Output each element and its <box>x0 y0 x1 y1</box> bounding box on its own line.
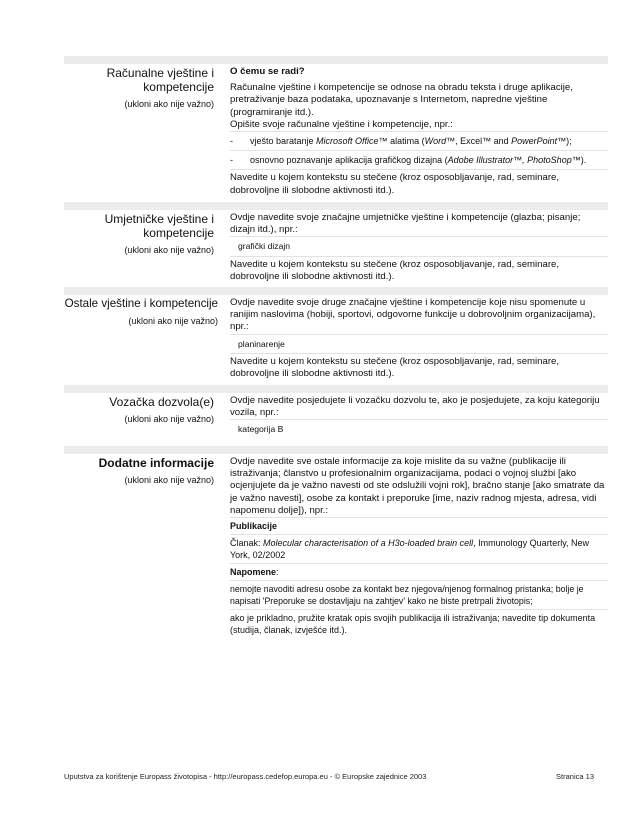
section-band <box>64 56 608 64</box>
intro-text: Računalne vještine i kompetencije se odnose na obradu teksta i druge aplikacije, pretraživanje baza podataka, upoznavanje s Internetom, napredne vještine (programiranje itd.). <box>230 82 573 118</box>
section-subnote: (ukloni ako nije važno) <box>128 316 218 326</box>
section-driving-licence <box>64 385 608 439</box>
section-heading: Umjetničke vještine i kompetencije <box>104 212 214 240</box>
section-heading: Vozačka dozvola(e) <box>109 395 214 409</box>
section-subnote: (ukloni ako nije važno) <box>124 99 214 109</box>
section-heading: Ostale vještine i kompetencije <box>64 297 218 310</box>
section-heading: Računalne vještine i kompetencije <box>106 66 214 94</box>
context-text: Navedite u kojem kontekstu su stečene (kroz osposobljavanje, rad, seminare, dobrovoljne ili slobodne aktivnosti itd.). <box>230 258 560 282</box>
note-item: ako je prikladno, pružite kratak opis svojih publikacija ili istraživanja; navedite tip dokumenta (studija, članak, izvješće itd.). <box>230 613 596 636</box>
context-text: Navedite u kojem kontekstu su stečene (kroz osposobljavanje, rad, seminare, dobrovoljne ili slobodne aktivnosti itd.). <box>230 355 560 380</box>
section-additional-info <box>64 446 608 638</box>
intro-text: Ovdje navedite sve ostale informacije za koje mislite da su važne (publikacije ili istraživanja; članstvo u profesionalnim organizacijama, podaci o vojnoj službi [ako ocjenjujete da je važno navesti od ste odslužili vojni rok], bračno stanje [ako smatrate da je važno navesti], osobe za kontakt i preporuke [ime, naziv radnog mjesta, adresa, vidi napomenu dolje]), npr.: <box>230 456 605 516</box>
note-item: nemojte navoditi adresu osobe za kontakt bez njegova/njenog formalnog pristanka; bolje je napisati 'Preporuke se dostavljaju na zahtjev' kako ne biste pretrpali životopis; <box>230 584 584 607</box>
section-content <box>222 212 608 283</box>
section-heading-column <box>64 66 222 197</box>
page-footer <box>64 772 594 781</box>
section-other-skills <box>64 287 608 380</box>
intro-text: Ovdje navedite svoje značajne umjetničke vještine i kompetencije (glazba; pisanje; dizajn itd.), npr.: <box>230 212 581 236</box>
example-text: kategorija B <box>238 424 284 435</box>
section-heading-column <box>64 395 222 439</box>
footer-text: Uputstva za korištenje Europass životopisa - http://europass.cedefop.europa.eu - © Europske zajednice 2003 <box>64 772 427 781</box>
section-content <box>222 456 608 638</box>
section-heading: Dodatne informacije <box>98 456 214 470</box>
notes-label: Napomene: <box>230 567 279 578</box>
section-content <box>222 395 608 439</box>
section-band <box>64 385 608 393</box>
page-number: Stranica 13 <box>556 772 594 781</box>
section-artistic-skills <box>64 202 608 283</box>
section-band <box>64 446 608 454</box>
section-computer-skills <box>64 56 608 197</box>
context-text: Navedite u kojem kontekstu su stečene (kroz osposobljavanje, rad, seminare, dobrovoljne ili slobodne aktivnosti itd.). <box>230 172 560 196</box>
section-subnote: (ukloni ako nije važno) <box>124 245 214 255</box>
section-content <box>222 66 608 197</box>
section-heading-column <box>64 212 222 283</box>
publication-entry: Članak: Molecular characterisation of a H3o-loaded brain cell, Immunology Quarterly, New York, 02/2002 <box>230 538 590 561</box>
section-heading-column <box>64 297 222 380</box>
section-heading-column <box>64 456 222 638</box>
section-content <box>222 297 608 380</box>
intro-text: Ovdje navedite svoje druge značajne vještine i kompetencije koje nisu spomenute u ranijim naslovima (hobiji, sportovi, odgovorne funkcije u dobrovoljnim organizacijama), npr.: <box>230 297 596 333</box>
list-item: - osnovno poznavanje aplikacija grafičkog dizajna (Adobe Illustrator™, PhotoShop™). <box>230 155 587 166</box>
list-item: - vješto baratanje Microsoft Office™ alatima (Word™, Excel™ and PowerPoint™); <box>230 136 572 147</box>
section-band <box>64 202 608 210</box>
section-subnote: (ukloni ako nije važno) <box>124 475 214 485</box>
section-band <box>64 287 608 295</box>
prompt-text: Opišite svoje računalne vještine i kompetencije, npr.: <box>230 118 453 130</box>
example-text: grafički dizajn <box>238 241 291 252</box>
publications-label: Publikacije <box>230 521 278 532</box>
example-text: planinarenje <box>238 338 285 349</box>
question-heading: O čemu se radi? <box>230 66 305 77</box>
section-subnote: (ukloni ako nije važno) <box>124 414 214 424</box>
intro-text: Ovdje navedite posjedujete li vozačku dozvolu te, ako je posjedujete, za koju kategoriju vozila, npr.: <box>230 395 600 419</box>
